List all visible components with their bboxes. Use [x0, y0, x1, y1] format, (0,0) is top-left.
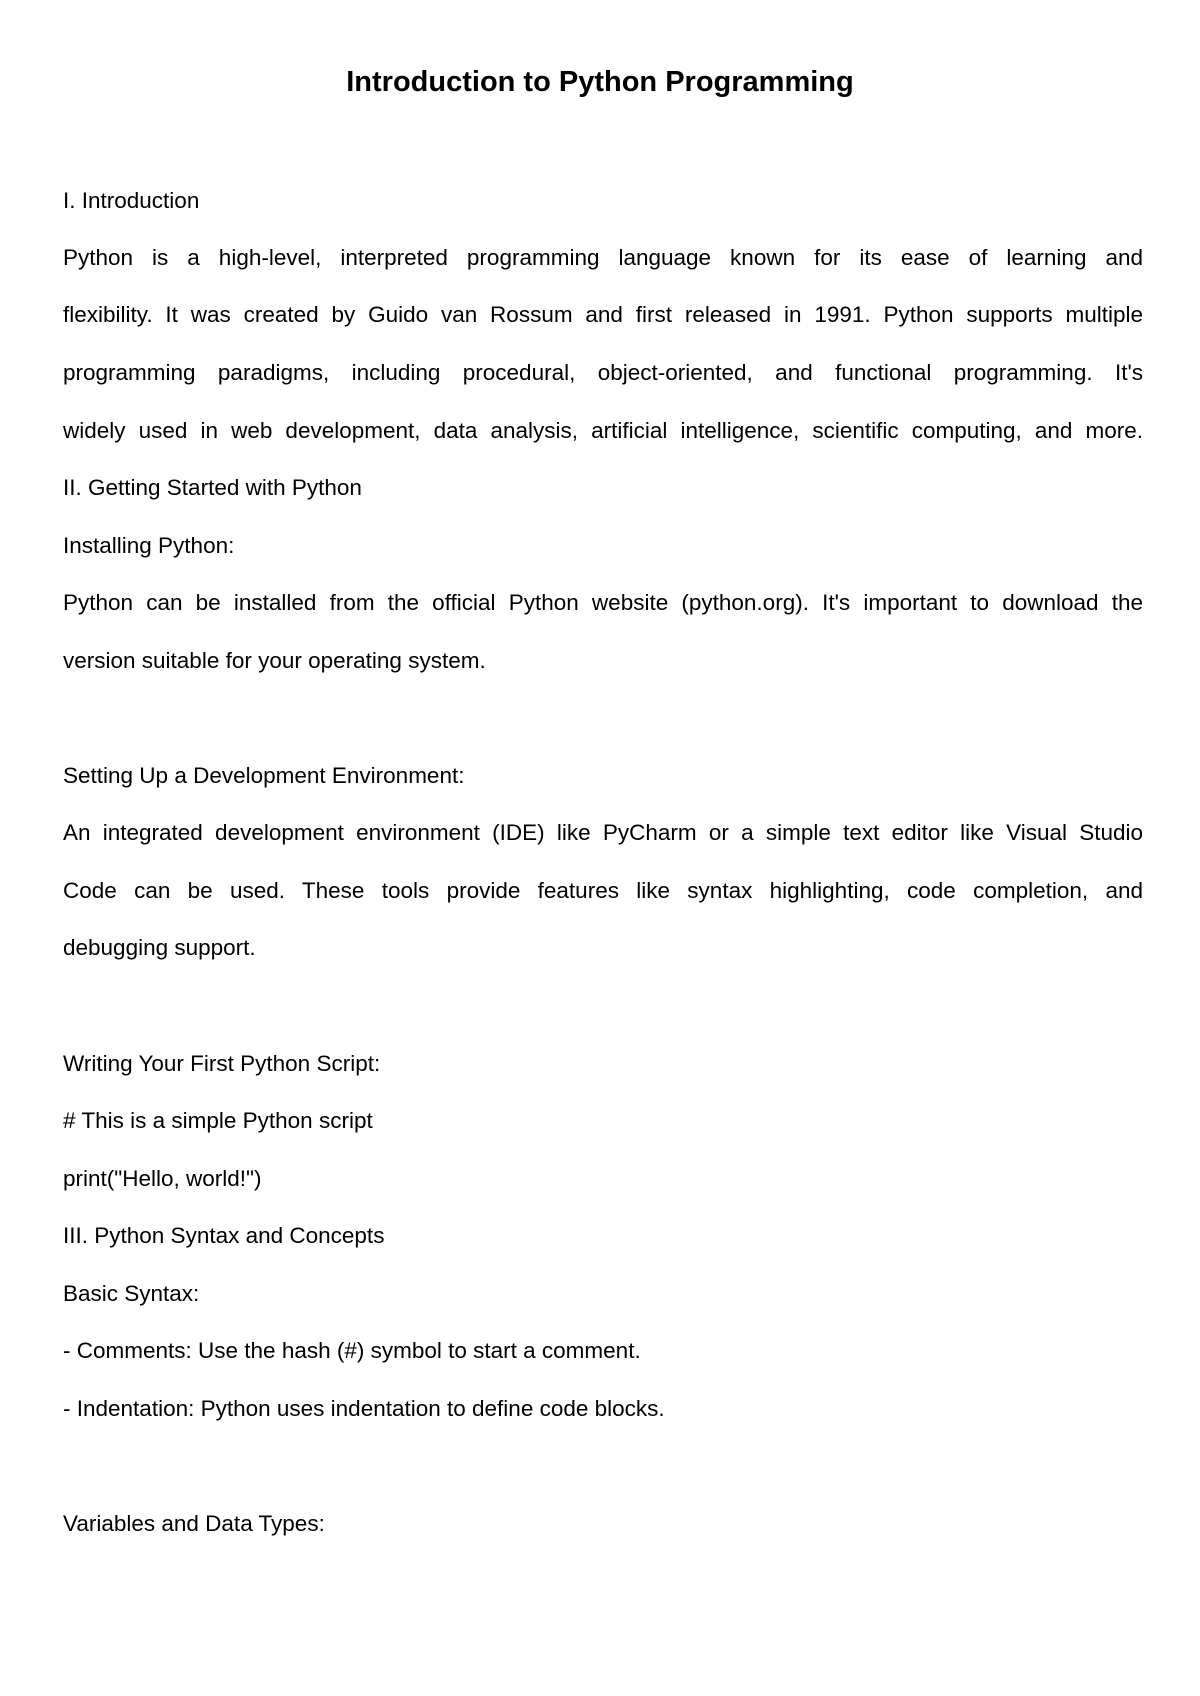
section-heading-getting-started: II. Getting Started with Python	[63, 475, 362, 500]
list-item-indentation: - Indentation: Python uses indentation to define code blocks.	[63, 1396, 665, 1421]
subheading-basic-syntax: Basic Syntax:	[63, 1281, 200, 1306]
body-line: programming paradigms, including procedural, object-oriented, and functional programming. It's	[63, 360, 1143, 385]
body-line: flexibility. It was created by Guido van Rossum and first released in 1991. Python supports multiple	[63, 302, 1143, 327]
subheading-variables: Variables and Data Types:	[63, 1511, 325, 1536]
document-title: Introduction to Python Programming	[346, 66, 854, 98]
body-line: Python is a high-level, interpreted programming language known for its ease of learning and	[63, 245, 1143, 270]
section-heading-introduction: I. Introduction	[63, 188, 200, 213]
section-heading-syntax: III. Python Syntax and Concepts	[63, 1223, 385, 1248]
body-line: Python can be installed from the official Python website (python.org). It's important to download the	[63, 590, 1143, 615]
body-line: debugging support.	[63, 935, 256, 960]
subheading-first-script: Writing Your First Python Script:	[63, 1051, 381, 1076]
body-line: Code can be used. These tools provide features like syntax highlighting, code completion, and	[63, 878, 1143, 903]
code-comment-line: # This is a simple Python script	[63, 1108, 373, 1133]
subheading-installing-python: Installing Python:	[63, 533, 235, 558]
body-line: An integrated development environment (IDE) like PyCharm or a simple text editor like Visual Studio	[63, 820, 1143, 845]
code-print-line: print("Hello, world!")	[63, 1166, 262, 1191]
subheading-dev-environment: Setting Up a Development Environment:	[63, 763, 465, 788]
list-item-comments: - Comments: Use the hash (#) symbol to start a comment.	[63, 1338, 641, 1363]
body-line: widely used in web development, data analysis, artificial intelligence, scientific computing, and more.	[63, 418, 1143, 443]
body-line: version suitable for your operating system.	[63, 648, 486, 673]
